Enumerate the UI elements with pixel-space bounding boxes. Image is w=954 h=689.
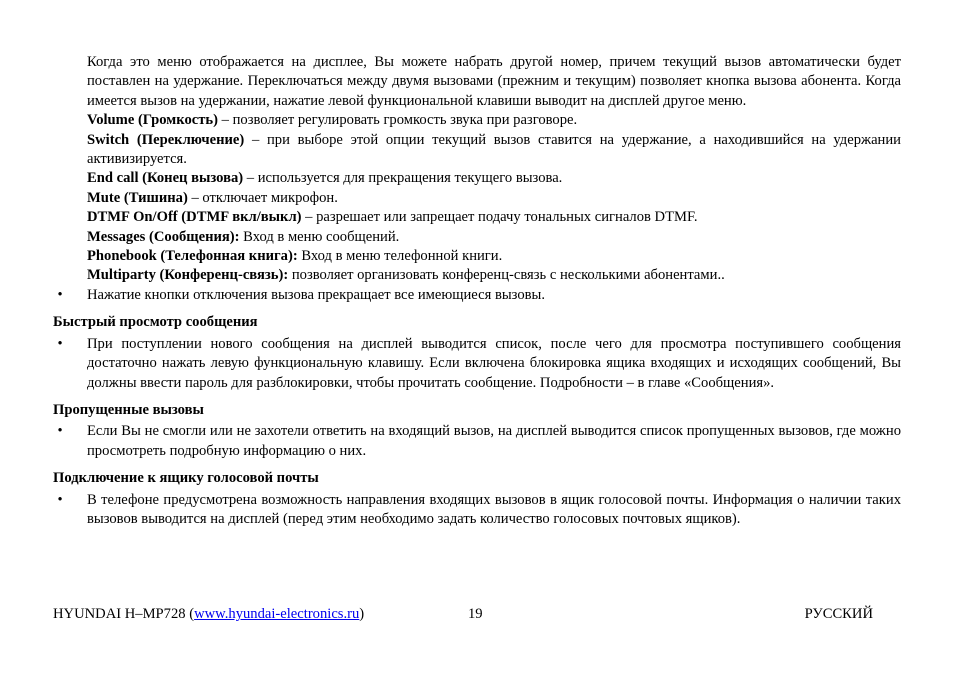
option-desc: – разрешает или запрещает подачу тональных сигналов DTMF. — [301, 209, 698, 226]
page-footer — [53, 605, 873, 625]
footer-language: РУССКИЙ — [804, 606, 873, 622]
bullet-end-call — [53, 286, 901, 305]
bullet-icon: • — [57, 491, 63, 508]
footer-model-close: ) — [359, 606, 365, 622]
bullet-text: В телефоне предусмотрена возможность направления входящих вызовов в ящик голосовой почты. Информация о наличии таких вызовов выводится на дисплей (перед этим необходимо задать количество голосовых почтовых ящиков). — [87, 491, 901, 527]
intro-paragraph: Когда это меню отображается на дисплее, Вы можете набрать другой номер, причем текущий вызов автоматически будет поставлен на удержание. Переключаться между двумя вызовами (прежним и текущим) позволяет кнопка вызова абонента. Когда имеется вызов на удержании, нажатие левой функциональной клавиши выводит на дисплей другое меню. — [87, 54, 901, 109]
bullet-icon: • — [57, 335, 63, 352]
option-list — [53, 111, 901, 286]
bullet-icon: • — [57, 286, 63, 303]
option-term: Multiparty (Конференц-связь): — [87, 267, 289, 284]
bullet-text: При поступлении нового сообщения на дисплей выводится список, после чего для просмотра поступившего сообщения достаточно нажать левую функциональную клавишу. Если включена блокировка ящика входящих и исходящих сообщений, Вы должны ввести пароль для разблокировки, чтобы прочитать сообщение. Подробности – в главе «Сообщения». — [87, 335, 901, 391]
footer-model — [53, 605, 364, 624]
option-mute — [87, 189, 901, 208]
bullet-icon: • — [57, 423, 63, 440]
page-content — [53, 53, 901, 529]
bullet-text: Если Вы не смогли или не захотели ответить на входящий вызов, на дисплей выводится список пропущенных вызовов, где можно просмотреть подробную информацию о них. — [87, 423, 901, 459]
option-term: Messages (Сообщения): — [87, 228, 240, 245]
option-multiparty — [87, 266, 901, 285]
bullet-text: Нажатие кнопки отключения вызова прекращает все имеющиеся вызовы. — [87, 286, 545, 303]
option-messages — [87, 228, 901, 247]
option-desc: – отключает микрофон. — [187, 189, 338, 206]
section-heading-missed-calls: Пропущенные вызовы — [53, 401, 204, 418]
option-term: Mute (Тишина) — [87, 189, 188, 206]
option-term: DTMF On/Off (DTMF вкл/выкл) — [87, 209, 302, 226]
section-heading-quick-view: Быстрый просмотр сообщения — [53, 314, 258, 331]
option-end-call — [87, 169, 901, 188]
bullet-quick-view — [53, 335, 901, 393]
page-number: 19 — [468, 606, 483, 622]
option-desc: Вход в меню телефонной книги. — [297, 248, 503, 265]
option-switch — [87, 131, 901, 170]
option-desc: – позволяет регулировать громкость звука при разговоре. — [218, 112, 578, 129]
option-dtmf — [87, 208, 901, 227]
option-desc: – используется для прекращения текущего вызова. — [243, 170, 563, 187]
bullet-voicemail — [53, 491, 901, 530]
section-heading-voicemail: Подключение к ящику голосовой почты — [53, 470, 319, 487]
option-term: Switch (Переключение) — [87, 131, 245, 148]
option-phonebook — [87, 247, 901, 266]
option-desc: Вход в меню сообщений. — [239, 228, 400, 245]
option-desc: – при выборе этой опции текущий вызов ставится на удержание, а находившийся на удержании активизируется. — [87, 131, 901, 168]
footer-model-text: HYUNDAI H–MP728 ( — [53, 606, 195, 622]
option-term: End call (Конец вызова) — [87, 170, 244, 187]
option-term: Phonebook (Телефонная книга): — [87, 248, 298, 265]
footer-website-link[interactable]: www.hyundai-electronics.ru — [194, 606, 360, 622]
option-term: Volume (Громкость) — [87, 112, 218, 129]
bullet-missed-calls — [53, 422, 901, 461]
option-desc: позволяет организовать конференц-связь с несколькими абонентами.. — [288, 267, 725, 284]
option-volume — [87, 111, 901, 130]
